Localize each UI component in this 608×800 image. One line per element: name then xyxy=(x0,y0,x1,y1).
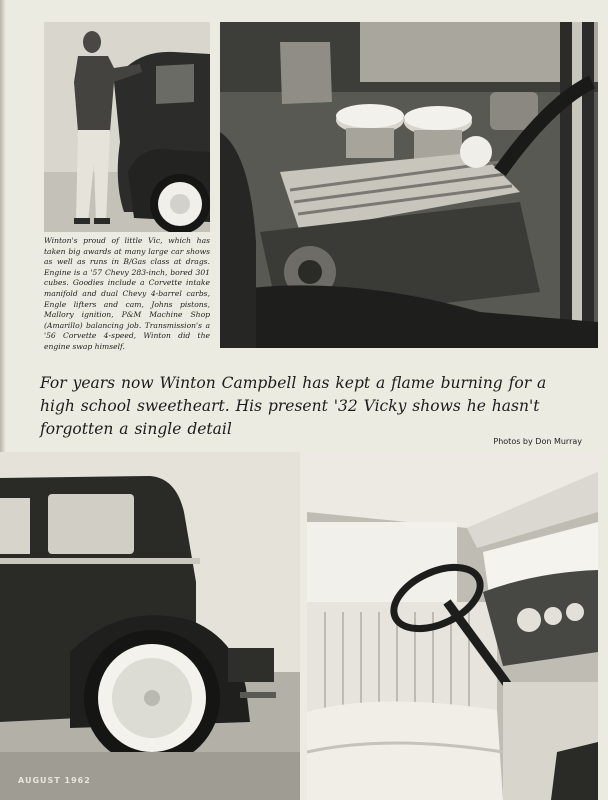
photo-interior xyxy=(307,452,598,800)
photo-car-rear-quarter xyxy=(0,452,300,800)
photo-owner-with-car xyxy=(44,22,210,232)
article-headline: For years now Winton Campbell has kept a flame burning for a high school sweetheart. His present '32 Vicky shows he hasn't forgotten a single detail xyxy=(40,374,547,438)
photo-caption: Winton's proud of little Vic, which has taken big awards at many large car shows as well as runs in B/Gas class at drags. Engine is a '57 Chevy 283-inch, bored 301 cubes. Goodies include a Corvette intake manifold and dual Chevy 4-barrel carbs, Engle lifters and cam, Johns pistons, Mallory ignition, P&M Machine Shop (Amarillo) balancing job. Transmission's a '56 Corvette 4-speed, Winton did the engine swap himself. xyxy=(44,236,210,351)
photo-engine-bay xyxy=(220,22,598,348)
photo-credit: Photos by Don Murray xyxy=(493,437,582,446)
issue-date-footer: AUGUST 1962 xyxy=(18,776,91,785)
